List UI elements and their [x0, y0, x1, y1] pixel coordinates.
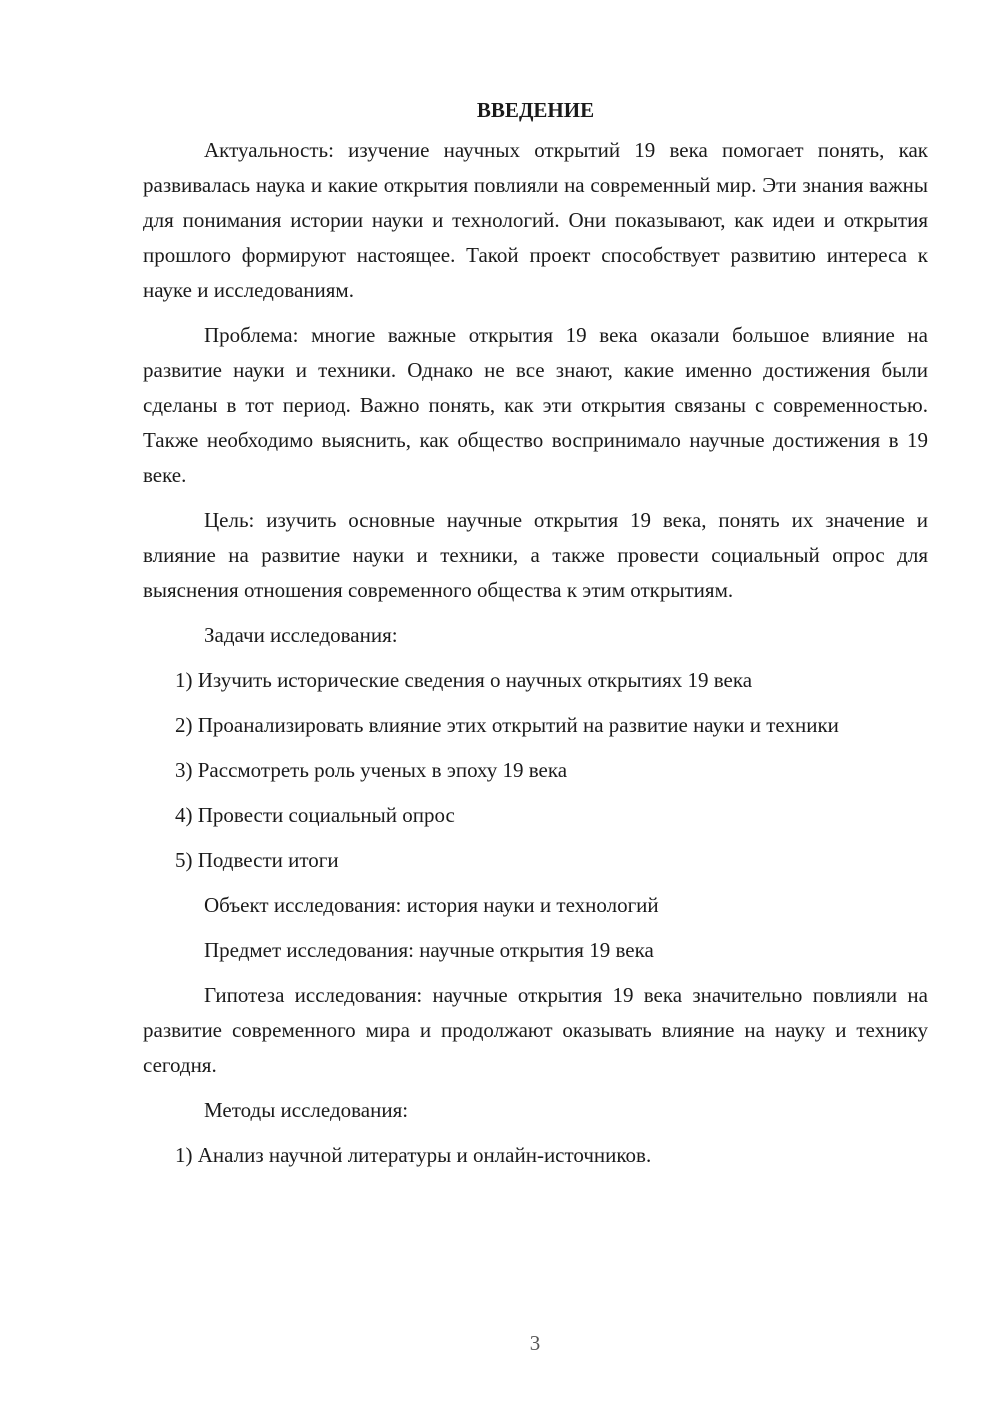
- problem-paragraph: Проблема: многие важные открытия 19 века оказали большое влияние на развитие науки и техники. Однако не все знают, какие именно достижения были сделаны в тот период. Важно понять, как эти открытия связаны с современностью. Также необходимо выяснить, как общество воспринимало научные достижения в 19 веке.: [143, 323, 928, 487]
- task-item: 5) Подвести итоги: [175, 848, 339, 872]
- page-content: [143, 93, 928, 1183]
- goal-paragraph: Цель: изучить основные научные открытия 19 века, понять их значение и влияние на развитие науки и техники, а также провести социальный опрос для выяснения отношения современного общества к этим открытиям.: [143, 508, 928, 602]
- method-item: 1) Анализ научной литературы и онлайн-источников.: [175, 1143, 652, 1167]
- task-item: 1) Изучить исторические сведения о научных открытиях 19 века: [175, 668, 753, 692]
- task-item: 3) Рассмотреть роль ученых в эпоху 19 века: [175, 758, 568, 782]
- relevance-paragraph: Актуальность: изучение научных открытий 19 века помогает понять, как развивалась наука и какие открытия повлияли на современный мир. Эти знания важны для понимания истории науки и технологий. Они показывают, как идеи и открытия прошлого формируют настоящее. Такой проект способствует развитию интереса к науке и исследованиям.: [143, 138, 928, 302]
- research-subject: Предмет исследования: научные открытия 19 века: [204, 938, 654, 962]
- tasks-heading: Задачи исследования:: [204, 623, 398, 647]
- section-title: ВВЕДЕНИЕ: [476, 98, 595, 122]
- page-number: 3: [529, 1331, 541, 1355]
- hypothesis-paragraph: Гипотеза исследования: научные открытия 19 века значительно повлияли на развитие современного мира и продолжают оказывать влияние на науку и технику сегодня.: [143, 983, 928, 1077]
- task-item: 2) Проанализировать влияние этих открытий на развитие науки и техники: [175, 713, 839, 737]
- research-object: Объект исследования: история науки и технологий: [204, 893, 659, 917]
- methods-heading: Методы исследования:: [204, 1098, 409, 1122]
- task-item: 4) Провести социальный опрос: [175, 803, 455, 827]
